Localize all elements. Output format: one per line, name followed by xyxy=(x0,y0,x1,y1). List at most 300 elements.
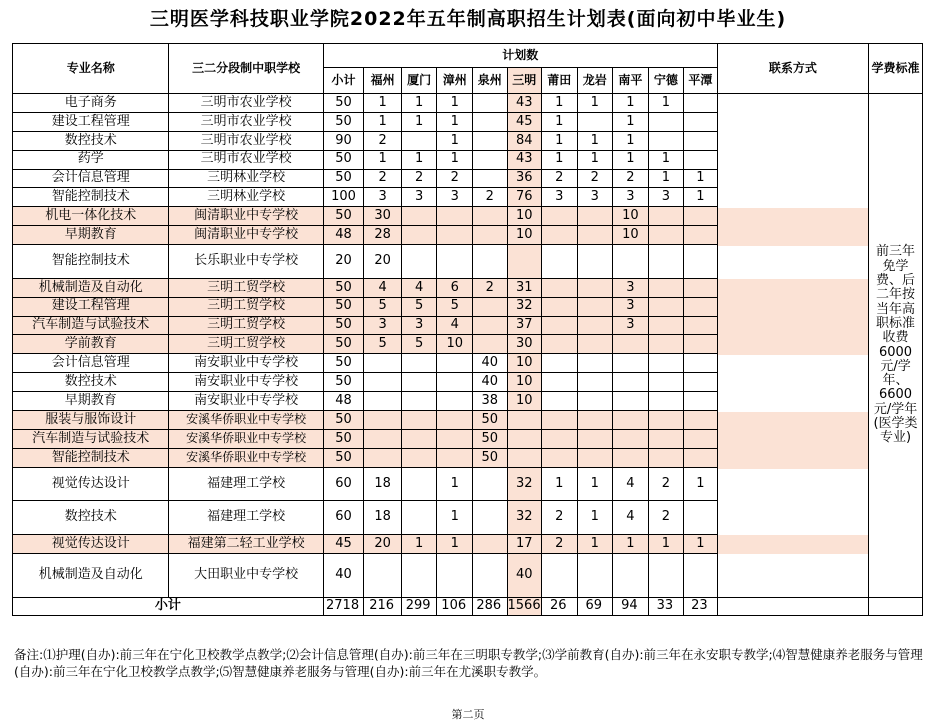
quota-cell xyxy=(364,553,402,597)
quota-cell xyxy=(437,410,473,429)
header-city: 泉州 xyxy=(472,68,507,94)
quota-cell xyxy=(577,448,613,467)
quota-cell: 2 xyxy=(577,169,613,188)
quota-cell: 4 xyxy=(437,316,473,335)
quota-cell: 1 xyxy=(437,94,473,113)
quota-cell xyxy=(648,448,684,467)
quota-cell: 10 xyxy=(613,207,649,226)
major-cell: 视觉传达设计 xyxy=(13,467,169,501)
quota-cell xyxy=(507,448,542,467)
quota-cell: 1 xyxy=(401,534,437,553)
subtotal-cell: 50 xyxy=(323,429,364,448)
subtotal-cell: 50 xyxy=(323,278,364,297)
school-cell: 三明市农业学校 xyxy=(169,112,323,131)
quota-cell xyxy=(401,553,437,597)
quota-cell: 4 xyxy=(401,278,437,297)
quota-cell xyxy=(648,278,684,297)
quota-cell: 45 xyxy=(507,112,542,131)
quota-cell xyxy=(472,112,507,131)
quota-cell xyxy=(684,410,718,429)
quota-cell xyxy=(542,354,578,373)
school-cell: 安溪华侨职业中专学校 xyxy=(169,410,323,429)
quota-cell: 5 xyxy=(364,297,402,316)
quota-cell: 10 xyxy=(507,354,542,373)
quota-cell xyxy=(613,335,649,354)
quota-cell xyxy=(507,410,542,429)
header-contact: 联系方式 xyxy=(717,44,868,94)
quota-cell: 3 xyxy=(648,188,684,207)
quota-cell: 4 xyxy=(364,278,402,297)
header-city: 漳州 xyxy=(437,68,473,94)
quota-cell: 28 xyxy=(364,226,402,245)
quota-cell xyxy=(401,226,437,245)
quota-cell xyxy=(437,553,473,597)
major-cell: 汽车制造与试验技术 xyxy=(13,316,169,335)
quota-cell: 4 xyxy=(613,467,649,501)
quota-cell: 1 xyxy=(648,169,684,188)
total-value-cell: 2718 xyxy=(323,598,364,616)
quota-cell xyxy=(437,207,473,226)
quota-cell: 1 xyxy=(613,150,649,169)
school-cell: 三明工贸学校 xyxy=(169,335,323,354)
notes: 备注:⑴护理(自办):前三年在宁化卫校教学点教学;⑵会计信息管理(自办):前三年在三明职专教学;⑶学前教育(自办):前三年在永安职专教学;⑷智慧健康养老服务与管理(自办):前三年在宁化卫校教学点教学;⑸智慧健康养老服务与管理(自办):前三年在尤溪职专教学。 xyxy=(14,647,923,679)
contact-stripe xyxy=(718,170,868,189)
quota-cell xyxy=(684,94,718,113)
quota-cell: 3 xyxy=(364,316,402,335)
school-cell: 闽清职业中专学校 xyxy=(169,207,323,226)
quota-cell xyxy=(613,373,649,392)
quota-cell xyxy=(577,410,613,429)
subtotal-cell: 50 xyxy=(323,207,364,226)
quota-cell xyxy=(542,226,578,245)
quota-cell: 1 xyxy=(648,94,684,113)
quota-cell xyxy=(472,534,507,553)
quota-cell xyxy=(648,207,684,226)
quota-cell: 2 xyxy=(648,501,684,535)
quota-cell: 1 xyxy=(364,94,402,113)
quota-cell: 3 xyxy=(613,297,649,316)
quota-cell xyxy=(401,501,437,535)
total-value-cell: 69 xyxy=(577,598,613,616)
quota-cell: 5 xyxy=(437,297,473,316)
subtotal-cell: 50 xyxy=(323,94,364,113)
quota-cell: 32 xyxy=(507,467,542,501)
quota-cell: 1 xyxy=(577,150,613,169)
quota-cell xyxy=(577,354,613,373)
subtotal-cell: 20 xyxy=(323,245,364,279)
school-cell: 南安职业中专学校 xyxy=(169,373,323,392)
quota-cell xyxy=(684,245,718,279)
quota-cell xyxy=(401,467,437,501)
quota-cell xyxy=(613,448,649,467)
quota-cell xyxy=(364,410,402,429)
quota-cell xyxy=(613,410,649,429)
quota-cell xyxy=(472,553,507,597)
total-fee-empty xyxy=(869,598,923,616)
quota-cell xyxy=(684,316,718,335)
school-cell: 长乐职业中专学校 xyxy=(169,245,323,279)
header-city: 小计 xyxy=(323,68,364,94)
page-footer: 第二页 xyxy=(451,708,485,721)
quota-cell: 2 xyxy=(613,169,649,188)
contact-stripe xyxy=(718,336,868,355)
school-cell: 三明市农业学校 xyxy=(169,131,323,150)
major-cell: 会计信息管理 xyxy=(13,169,169,188)
major-cell: 智能控制技术 xyxy=(13,245,169,279)
quota-cell: 2 xyxy=(648,467,684,501)
header-city: 厦门 xyxy=(401,68,437,94)
header-city: 南平 xyxy=(613,68,649,94)
quota-cell: 3 xyxy=(577,188,613,207)
major-cell: 服装与服饰设计 xyxy=(13,410,169,429)
major-cell: 建设工程管理 xyxy=(13,112,169,131)
subtotal-cell: 50 xyxy=(323,297,364,316)
major-cell: 视觉传达设计 xyxy=(13,534,169,553)
school-cell: 三明工贸学校 xyxy=(169,316,323,335)
subtotal-cell: 100 xyxy=(323,188,364,207)
quota-cell xyxy=(577,245,613,279)
quota-cell: 50 xyxy=(472,429,507,448)
quota-cell: 1 xyxy=(542,467,578,501)
quota-cell: 2 xyxy=(472,278,507,297)
quota-cell xyxy=(577,316,613,335)
subtotal-cell: 50 xyxy=(323,169,364,188)
quota-cell: 4 xyxy=(613,501,649,535)
quota-cell xyxy=(472,226,507,245)
subtotal-cell: 50 xyxy=(323,150,364,169)
quota-cell: 1 xyxy=(684,534,718,553)
quota-cell: 1 xyxy=(577,131,613,150)
school-cell: 闽清职业中专学校 xyxy=(169,226,323,245)
quota-cell: 30 xyxy=(507,335,542,354)
quota-cell xyxy=(437,373,473,392)
quota-cell xyxy=(437,226,473,245)
quota-cell: 32 xyxy=(507,501,542,535)
contact-stripe xyxy=(718,279,868,298)
header-city: 福州 xyxy=(364,68,402,94)
quota-cell: 3 xyxy=(401,188,437,207)
quota-cell: 3 xyxy=(401,316,437,335)
total-value-cell: 299 xyxy=(401,598,437,616)
quota-cell xyxy=(542,207,578,226)
quota-cell xyxy=(648,335,684,354)
quota-cell xyxy=(472,316,507,335)
quota-cell xyxy=(577,278,613,297)
header-fee: 学费标准 xyxy=(869,44,923,94)
quota-cell: 1 xyxy=(648,534,684,553)
quota-cell xyxy=(648,429,684,448)
major-cell: 会计信息管理 xyxy=(13,354,169,373)
major-cell: 数控技术 xyxy=(13,373,169,392)
quota-cell: 3 xyxy=(613,188,649,207)
quota-cell xyxy=(542,429,578,448)
quota-cell: 1 xyxy=(437,501,473,535)
quota-cell xyxy=(472,335,507,354)
quota-cell: 32 xyxy=(507,297,542,316)
subtotal-cell: 60 xyxy=(323,501,364,535)
page-title: 三明医学科技职业学院2022年五年制高职招生计划表(面向初中毕业生) xyxy=(149,8,787,30)
quota-cell xyxy=(684,501,718,535)
quota-cell xyxy=(401,207,437,226)
total-contact-empty xyxy=(717,598,868,616)
contact-stripe xyxy=(718,431,868,450)
quota-cell xyxy=(684,553,718,597)
quota-cell: 5 xyxy=(364,335,402,354)
contact-stripe xyxy=(718,412,868,431)
quota-cell: 37 xyxy=(507,316,542,335)
quota-cell: 18 xyxy=(364,501,402,535)
quota-cell xyxy=(437,354,473,373)
quota-cell xyxy=(401,392,437,411)
major-cell: 数控技术 xyxy=(13,501,169,535)
header-city: 平潭 xyxy=(684,68,718,94)
quota-cell: 1 xyxy=(684,188,718,207)
school-cell: 三明市农业学校 xyxy=(169,94,323,113)
quota-cell xyxy=(577,553,613,597)
header-major: 专业名称 xyxy=(13,44,169,94)
contact-stripe xyxy=(718,151,868,170)
quota-cell: 3 xyxy=(437,188,473,207)
quota-cell: 1 xyxy=(437,150,473,169)
quota-cell xyxy=(577,373,613,392)
quota-cell: 43 xyxy=(507,150,542,169)
quota-cell: 40 xyxy=(472,354,507,373)
contact-stripe xyxy=(718,94,868,113)
fee-standard-cell: 前三年免学费、后二年按当年高职标准收费6000元/学年、6600元/学年(医学类专业) xyxy=(869,94,923,598)
quota-cell xyxy=(648,131,684,150)
quota-cell: 5 xyxy=(401,297,437,316)
quota-cell xyxy=(684,392,718,411)
contact-stripe xyxy=(718,393,868,412)
quota-cell xyxy=(613,429,649,448)
header-city: 宁德 xyxy=(648,68,684,94)
quota-cell: 2 xyxy=(401,169,437,188)
quota-cell xyxy=(472,131,507,150)
quota-cell xyxy=(472,169,507,188)
quota-cell xyxy=(542,448,578,467)
quota-cell xyxy=(472,94,507,113)
quota-cell: 1 xyxy=(437,467,473,501)
quota-cell xyxy=(684,150,718,169)
major-cell: 机电一体化技术 xyxy=(13,207,169,226)
quota-cell xyxy=(684,448,718,467)
major-cell: 药学 xyxy=(13,150,169,169)
quota-cell: 2 xyxy=(437,169,473,188)
quota-cell xyxy=(577,226,613,245)
quota-cell: 2 xyxy=(364,131,402,150)
quota-cell xyxy=(401,373,437,392)
quota-cell xyxy=(437,245,473,279)
quota-cell: 2 xyxy=(542,501,578,535)
contact-stripe xyxy=(718,554,868,597)
contact-stripe xyxy=(718,317,868,336)
total-value-cell: 216 xyxy=(364,598,402,616)
quota-cell: 1 xyxy=(542,112,578,131)
quota-cell: 17 xyxy=(507,534,542,553)
major-cell: 智能控制技术 xyxy=(13,448,169,467)
quota-cell xyxy=(437,448,473,467)
school-cell: 福建理工学校 xyxy=(169,467,323,501)
quota-cell xyxy=(648,112,684,131)
quota-cell: 1 xyxy=(613,534,649,553)
total-value-cell: 106 xyxy=(437,598,473,616)
contact-stripe xyxy=(718,132,868,151)
quota-cell xyxy=(648,553,684,597)
quota-cell xyxy=(542,410,578,429)
contact-stripe xyxy=(718,113,868,132)
quota-cell: 20 xyxy=(364,245,402,279)
school-cell: 南安职业中专学校 xyxy=(169,354,323,373)
quota-cell xyxy=(542,245,578,279)
quota-cell xyxy=(684,429,718,448)
school-cell: 三明工贸学校 xyxy=(169,278,323,297)
quota-cell xyxy=(542,553,578,597)
quota-cell xyxy=(472,467,507,501)
enrollment-plan-table xyxy=(12,43,923,616)
quota-cell: 1 xyxy=(613,94,649,113)
quota-cell: 38 xyxy=(472,392,507,411)
quota-cell xyxy=(577,429,613,448)
major-cell: 机械制造及自动化 xyxy=(13,553,169,597)
quota-cell: 1 xyxy=(577,94,613,113)
quota-cell: 1 xyxy=(542,150,578,169)
quota-cell xyxy=(507,245,542,279)
quota-cell xyxy=(613,392,649,411)
header-plan: 计划数 xyxy=(323,44,717,68)
total-value-cell: 23 xyxy=(684,598,718,616)
quota-cell: 1 xyxy=(401,112,437,131)
header-city: 三明 xyxy=(507,68,542,94)
quota-cell: 2 xyxy=(542,534,578,553)
quota-cell xyxy=(613,245,649,279)
quota-cell xyxy=(437,392,473,411)
quota-cell: 1 xyxy=(577,501,613,535)
quota-cell xyxy=(613,354,649,373)
quota-cell: 50 xyxy=(472,410,507,429)
subtotal-cell: 50 xyxy=(323,112,364,131)
quota-cell xyxy=(648,373,684,392)
contact-stripe xyxy=(718,355,868,374)
quota-cell xyxy=(364,354,402,373)
contact-stripe xyxy=(718,298,868,317)
total-value-cell: 1566 xyxy=(507,598,542,616)
subtotal-cell: 50 xyxy=(323,448,364,467)
contact-stripe xyxy=(718,227,868,246)
contact-cell xyxy=(717,94,868,598)
subtotal-cell: 48 xyxy=(323,392,364,411)
quota-cell xyxy=(684,297,718,316)
quota-cell: 1 xyxy=(542,94,578,113)
quota-cell xyxy=(648,297,684,316)
total-value-cell: 94 xyxy=(613,598,649,616)
quota-cell: 10 xyxy=(437,335,473,354)
quota-cell xyxy=(401,429,437,448)
quota-cell xyxy=(364,448,402,467)
school-cell: 三明工贸学校 xyxy=(169,297,323,316)
quota-cell xyxy=(472,150,507,169)
quota-cell: 20 xyxy=(364,534,402,553)
quota-cell xyxy=(648,410,684,429)
quota-cell: 2 xyxy=(364,169,402,188)
quota-cell: 43 xyxy=(507,94,542,113)
quota-cell xyxy=(364,373,402,392)
quota-cell: 3 xyxy=(613,316,649,335)
quota-cell: 40 xyxy=(507,553,542,597)
major-cell: 汽车制造与试验技术 xyxy=(13,429,169,448)
quota-cell: 1 xyxy=(542,131,578,150)
quota-cell xyxy=(684,207,718,226)
subtotal-cell: 60 xyxy=(323,467,364,501)
quota-cell: 10 xyxy=(507,207,542,226)
major-cell: 早期教育 xyxy=(13,226,169,245)
quota-cell: 1 xyxy=(364,112,402,131)
quota-cell xyxy=(648,245,684,279)
subtotal-cell: 50 xyxy=(323,373,364,392)
quota-cell xyxy=(684,112,718,131)
header-school: 三二分段制中职学校 xyxy=(169,44,323,94)
subtotal-cell: 45 xyxy=(323,534,364,553)
school-cell: 三明林业学校 xyxy=(169,169,323,188)
quota-cell xyxy=(542,297,578,316)
quota-cell: 84 xyxy=(507,131,542,150)
quota-cell: 31 xyxy=(507,278,542,297)
contact-stripe xyxy=(718,502,868,535)
quota-cell: 3 xyxy=(542,188,578,207)
school-cell: 安溪华侨职业中专学校 xyxy=(169,429,323,448)
quota-cell xyxy=(472,245,507,279)
contact-stripe xyxy=(718,469,868,502)
quota-cell: 1 xyxy=(684,467,718,501)
subtotal-cell: 50 xyxy=(323,335,364,354)
quota-cell xyxy=(648,392,684,411)
quota-cell xyxy=(577,207,613,226)
quota-cell: 1 xyxy=(613,131,649,150)
quota-cell xyxy=(684,278,718,297)
quota-cell: 1 xyxy=(401,94,437,113)
quota-cell xyxy=(364,429,402,448)
quota-cell xyxy=(542,392,578,411)
quota-cell: 36 xyxy=(507,169,542,188)
total-value-cell: 286 xyxy=(472,598,507,616)
quota-cell xyxy=(577,335,613,354)
major-cell: 学前教育 xyxy=(13,335,169,354)
quota-cell: 1 xyxy=(401,150,437,169)
quota-cell: 30 xyxy=(364,207,402,226)
quota-cell xyxy=(401,245,437,279)
quota-cell: 76 xyxy=(507,188,542,207)
quota-cell: 1 xyxy=(684,169,718,188)
school-cell: 南安职业中专学校 xyxy=(169,392,323,411)
quota-cell xyxy=(613,553,649,597)
quota-cell: 3 xyxy=(364,188,402,207)
quota-cell xyxy=(401,354,437,373)
subtotal-cell: 50 xyxy=(323,354,364,373)
major-cell: 机械制造及自动化 xyxy=(13,278,169,297)
quota-cell xyxy=(542,373,578,392)
header-city: 龙岩 xyxy=(577,68,613,94)
school-cell: 三明林业学校 xyxy=(169,188,323,207)
quota-cell: 1 xyxy=(437,534,473,553)
quota-cell: 10 xyxy=(507,373,542,392)
quota-cell xyxy=(684,373,718,392)
quota-cell: 5 xyxy=(401,335,437,354)
quota-cell: 1 xyxy=(437,112,473,131)
quota-cell: 2 xyxy=(542,169,578,188)
subtotal-cell: 50 xyxy=(323,316,364,335)
school-cell: 大田职业中专学校 xyxy=(169,553,323,597)
total-value-cell: 26 xyxy=(542,598,578,616)
quota-cell xyxy=(472,501,507,535)
